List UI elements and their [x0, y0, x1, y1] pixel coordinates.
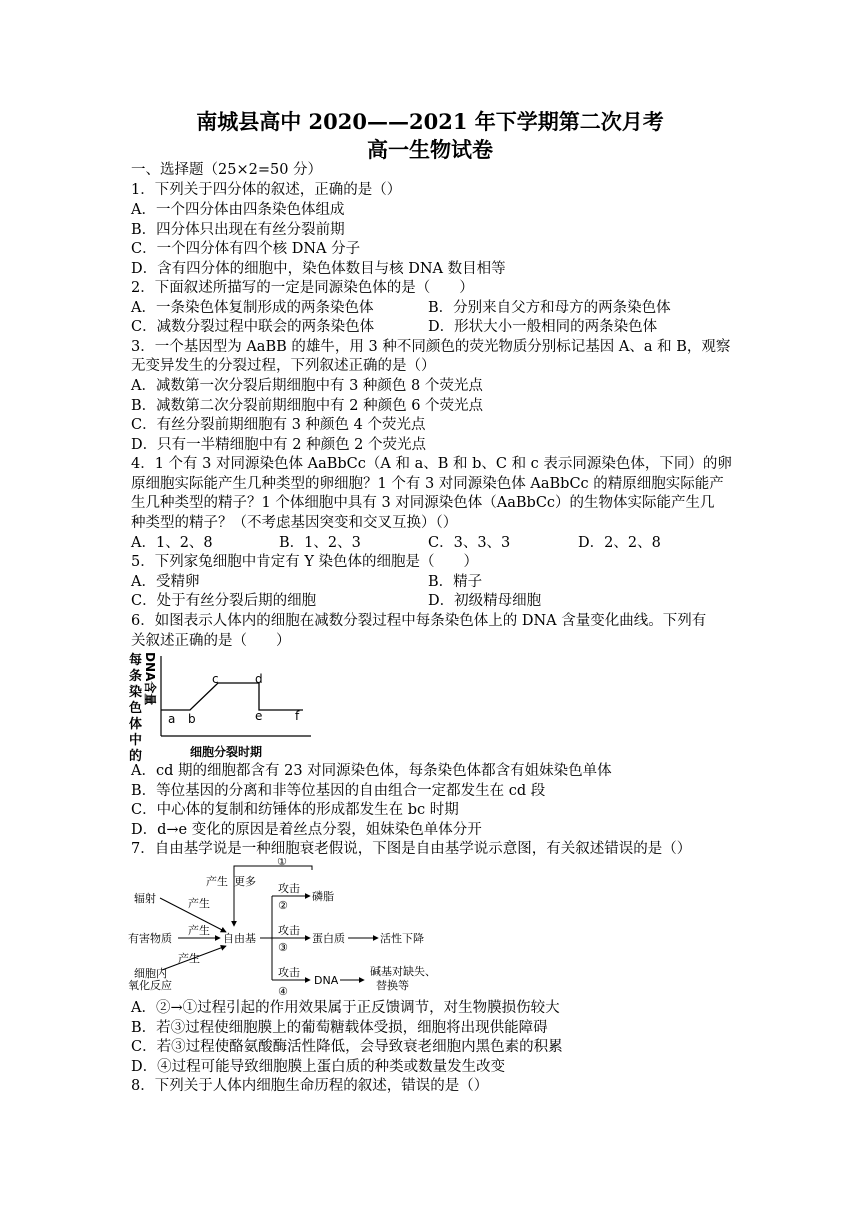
option-b: B．精子: [428, 574, 483, 590]
option-b: B．四分体只出现在有丝分裂前期: [131, 222, 345, 238]
label-cell-oxid-2: 氧化反应: [128, 979, 172, 992]
option-d: D．初级精母细胞: [428, 593, 542, 609]
option-a: A．一个四分体由四条染色体组成: [131, 202, 345, 218]
question-stem: 5．下列家兔细胞中肯定有 Y 染色体的细胞是（ ）: [131, 554, 479, 570]
ylabel-char: 体: [129, 717, 143, 732]
point-b-label: b: [188, 712, 196, 726]
label-attack: 攻击: [278, 882, 300, 895]
label-produce: 产生: [188, 897, 210, 910]
ylabel-char: 中: [129, 733, 143, 748]
point-a-label: a: [168, 712, 176, 726]
label-produce: 产生: [178, 952, 200, 965]
question-stem: 4．1 个有 3 对同源染色体 AaBbCc（A 和 a、B 和 b、C 和 c 表示同源染色体，下同）的卵: [131, 456, 732, 472]
option-a: A．1、2、8: [131, 535, 213, 551]
option-c: C．若③过程使酪氨酸酶活性降低，会导致衰老细胞内黑色素的积累: [131, 1039, 563, 1055]
label-harmful: 有害物质: [128, 932, 172, 945]
option-b: B．等位基因的分离和非等位基因的自由组合一定都发生在 cd 段: [131, 783, 546, 799]
exam-subtitle: 高一生物试卷: [367, 137, 493, 162]
question-stem: 2．下面叙述所描写的一定是同源染色体的是（ ）: [131, 280, 474, 296]
option-b: B．减数第二次分裂前期细胞中有 2 种颜色 6 个荧光点: [131, 398, 484, 414]
question-stem: 6．如图表示人体内的细胞在减数分裂过程中每条染色体上的 DNA 含量变化曲线。下列有: [131, 613, 707, 629]
label-free-radical: 自由基: [223, 932, 256, 945]
option-c: C．中心体的复制和纺锤体的形成都发生在 bc 时期: [131, 802, 459, 818]
label-produce-more: 产生: [206, 875, 228, 888]
question-stem-cont: 生几种类型的精子？1 个体细胞中具有 3 对同源染色体（AaBbCc）的生物体实际能产生几: [131, 495, 715, 511]
dna-content-figure: [126, 650, 316, 762]
question-stem-cont: 关叙述正确的是（ ）: [131, 633, 291, 649]
free-radical-diagram: [126, 858, 456, 1000]
point-c-label: c: [212, 672, 219, 686]
label-attack: 攻击: [278, 924, 300, 937]
ylabel-char: 条: [129, 669, 143, 684]
exam-title: 南城县高中 2020——2021 年下学期第二次月考: [196, 109, 664, 134]
ylabel-char: 色: [129, 701, 143, 716]
option-c: C．有丝分裂前期细胞有 3 种颜色 4 个荧光点: [131, 417, 426, 433]
option-a: A．一条染色体复制形成的两条染色体: [131, 300, 374, 316]
question-stem-cont: 无变异发生的分裂过程，下列叙述正确的是（）: [131, 358, 436, 374]
dna-curve: [161, 683, 303, 710]
label-radiation: 辐射: [134, 892, 156, 905]
label-activity-down: 活性下降: [380, 932, 424, 945]
label-2: ②: [278, 899, 288, 912]
x-axis-label: 细胞分裂时期: [190, 745, 263, 759]
label-more: 更多: [234, 875, 256, 888]
option-a: A．减数第一次分裂后期细胞中有 3 种颜色 8 个荧光点: [131, 378, 483, 394]
option-d: D．2、2、8: [578, 535, 661, 551]
label-3: ③: [278, 941, 288, 954]
option-c: C．减数分裂过程中联会的两条染色体: [131, 319, 375, 335]
label-phospholipid: 磷脂: [312, 890, 334, 903]
ylabel-char: 染: [129, 685, 143, 700]
question-stem-cont: 种类型的精子？（不考虑基因突变和交叉互换）（）: [131, 515, 458, 531]
ylabel-char: 每: [129, 653, 143, 668]
option-d: D．形状大小一般相同的两条染色体: [428, 319, 658, 335]
option-c: C．处于有丝分裂后期的细胞: [131, 593, 317, 609]
label-attack: 攻击: [278, 966, 300, 979]
option-b: B．若③过程使细胞膜上的葡萄糖载体受损，细胞将出现供能障碍: [131, 1020, 548, 1036]
question-stem: 3．一个基因型为 AaBB 的雄牛，用 3 种不同颜色的荧光物质分别标记基因 A、a 和 B，观察: [131, 339, 731, 355]
y-axis-label: [129, 652, 142, 762]
point-f-label: f: [295, 709, 300, 723]
option-d: D．d→e 变化的原因是着丝点分裂，姐妹染色单体分开: [131, 822, 482, 838]
section-heading: 一、选择题（25×2=50 分）: [131, 162, 323, 178]
label-base-loss-1: 碱基对缺失、: [370, 965, 436, 978]
option-a: A．受精卵: [131, 574, 200, 590]
option-d: D．只有一半精细胞中有 2 种颜色 2 个荧光点: [131, 437, 427, 453]
option-b: B．1、2、3: [279, 535, 361, 551]
option-c: C．一个四分体有四个核 DNA 分子: [131, 241, 361, 257]
label-protein: 蛋白质: [312, 932, 345, 945]
label-base-loss-2: 替换等: [376, 979, 409, 992]
ylabel-char: 的: [129, 749, 143, 762]
label-4: ④: [278, 985, 288, 998]
label-dna: DNA: [314, 974, 339, 987]
point-e-label: e: [255, 709, 263, 723]
option-a: A．②→①过程引起的作用效果属于正反馈调节，对生物膜损伤较大: [131, 1000, 560, 1016]
label-cell-oxid-1: 细胞内: [134, 967, 167, 980]
question-stem: 7．自由基学说是一种细胞衰老假说，下图是自由基学说示意图，有关叙述错误的是（）: [131, 841, 692, 857]
option-c: C．3、3、3: [428, 535, 511, 551]
question-stem-cont: 原细胞实际能产生几种类型的卵细胞？1 个有 3 对同源染色体 AaBbCc 的精原细胞实际能产: [131, 476, 724, 492]
point-d-label: d: [255, 672, 263, 686]
option-a: A．cd 期的细胞都含有 23 对同源染色体，每条染色体都含有姐妹染色单体: [131, 763, 612, 779]
option-d: D．含有四分体的细胞中，染色体数目与核 DNA 数目相等: [131, 261, 506, 277]
option-d: D．④过程可能导致细胞膜上蛋白质的种类或数量发生改变: [131, 1059, 506, 1075]
label-produce: 产生: [188, 924, 210, 937]
label-1: ①: [277, 858, 287, 868]
y-axis-label-dna: DNA含量: [143, 652, 157, 706]
question-stem: 1．下列关于四分体的叙述，正确的是（）: [131, 182, 402, 198]
option-b: B．分别来自父方和母方的两条染色体: [428, 300, 671, 316]
question-stem: 8．下列关于人体内细胞生命历程的叙述，错误的是（）: [131, 1078, 489, 1094]
